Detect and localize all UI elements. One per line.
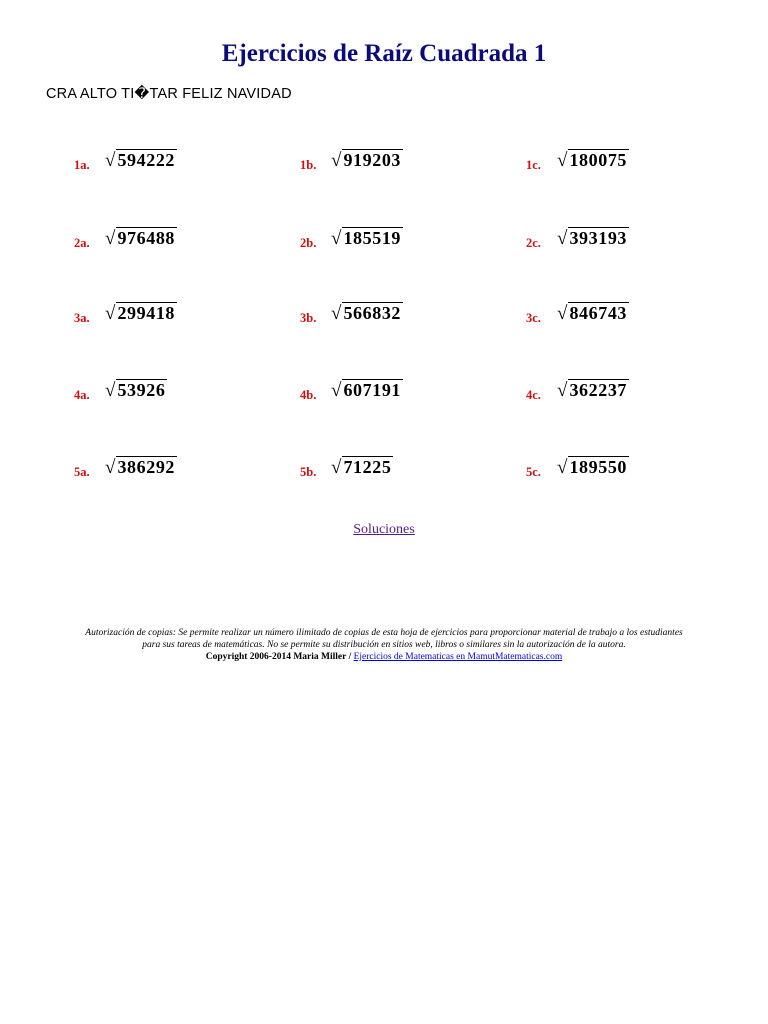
exercise-label: 5a. (74, 465, 90, 479)
exercise-label: 2c. (526, 236, 541, 250)
exercise-label: 4c. (526, 388, 541, 402)
exercise-label: 2a. (74, 236, 90, 250)
exercise-label: 3a. (74, 311, 90, 325)
page-title: Ejercicios de Raíz Cuadrada 1 (221, 40, 547, 67)
page-subtitle: CRA ALTO TI�TAR FELIZ NAVIDAD (46, 86, 292, 102)
solutions-container (0, 522, 768, 538)
square-root (105, 457, 177, 479)
radicand: 846743 (569, 303, 628, 323)
copyright-footer (40, 627, 728, 663)
radical-sign: √ (105, 303, 116, 324)
radical-sign: √ (557, 380, 568, 401)
radical-sign: √ (105, 457, 116, 478)
radicand: 607191 (343, 380, 402, 400)
square-root (331, 228, 403, 250)
radicand: 594222 (117, 150, 176, 170)
radicand: 919203 (343, 150, 402, 170)
radical-sign: √ (331, 228, 342, 249)
square-root (331, 457, 393, 479)
radicand: 393193 (569, 228, 628, 248)
radical-sign: √ (331, 380, 342, 401)
copy-permission-note-line2: para sus tareas de matemáticas. No se permite su distribución en sitios web, libros o similares sin la autorización de la autora. (142, 640, 626, 650)
radical-sign: √ (331, 457, 342, 478)
exercise-label: 5c. (526, 465, 541, 479)
exercise-label: 3c. (526, 311, 541, 325)
radicand: 180075 (569, 150, 628, 170)
radical-sign: √ (557, 457, 568, 478)
radical-sign: √ (105, 150, 116, 171)
square-root (557, 150, 629, 172)
square-root (105, 380, 167, 402)
radicand: 566832 (343, 303, 402, 323)
square-root (105, 228, 177, 250)
exercise-label: 2b. (300, 236, 317, 250)
exercise-label: 5b. (300, 465, 317, 479)
square-root (557, 303, 629, 325)
square-root (331, 303, 403, 325)
exercise-label: 1c. (526, 158, 541, 172)
radicand: 53926 (117, 380, 166, 400)
radical-sign: √ (557, 150, 568, 171)
exercise-label: 3b. (300, 311, 317, 325)
exercise-label: 4a. (74, 388, 90, 402)
radical-sign: √ (331, 303, 342, 324)
exercise-label: 4b. (300, 388, 317, 402)
square-root (331, 380, 403, 402)
radicand: 386292 (117, 457, 176, 477)
copyright-text: Copyright 2006-2014 Maria Miller / (205, 652, 354, 662)
radicand: 185519 (343, 228, 402, 248)
radical-sign: √ (557, 303, 568, 324)
radical-sign: √ (331, 150, 342, 171)
square-root (105, 303, 177, 325)
square-root (557, 457, 629, 479)
copyright-line (40, 651, 728, 663)
square-root (557, 380, 629, 402)
solutions-link[interactable]: Soluciones (353, 522, 415, 537)
radicand: 299418 (117, 303, 176, 323)
radical-sign: √ (557, 228, 568, 249)
radicand: 976488 (117, 228, 176, 248)
website-link[interactable]: Ejercicios de Matematicas en MamutMatematicas.com (353, 652, 563, 662)
square-root (331, 150, 403, 172)
radicand: 71225 (343, 457, 392, 477)
radicand: 362237 (569, 380, 628, 400)
radicand: 189550 (569, 457, 628, 477)
square-root (105, 150, 177, 172)
square-root (557, 228, 629, 250)
exercise-label: 1b. (300, 158, 317, 172)
radical-sign: √ (105, 380, 116, 401)
copy-permission-note-line1: Autorización de copias: Se permite realizar un número ilimitado de copias de esta hoja de ejercicios para proporcionar material de trabajo a los estudiantes (85, 628, 683, 638)
exercise-label: 1a. (74, 158, 90, 172)
radical-sign: √ (105, 228, 116, 249)
